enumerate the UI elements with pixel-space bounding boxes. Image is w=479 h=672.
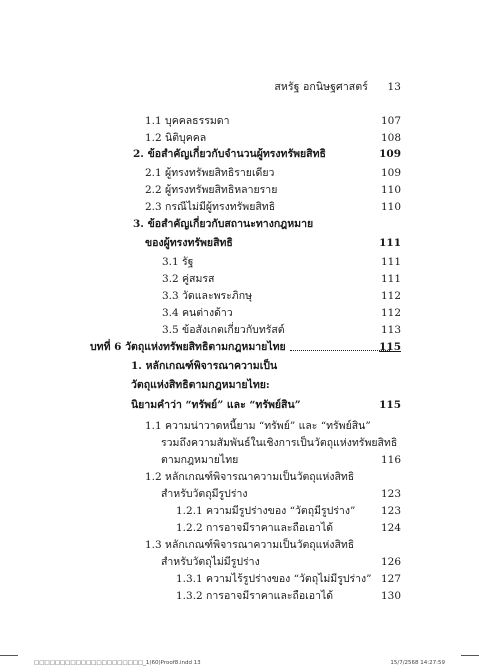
footer-timestamp: 15/7/2568 14:27:59 xyxy=(390,660,445,666)
toc-entry-title: 3.2 คู่สมรส xyxy=(162,273,215,285)
toc-entry-title: 1.2 นิติบุคคล xyxy=(145,132,207,144)
toc-entry-title: 3.4 คนต่างด้าว xyxy=(162,307,233,319)
toc-entry-page: 110 xyxy=(380,201,401,213)
toc-entry-title: 1.3.2 การอาจมีราคาและถือเอาได้ xyxy=(176,590,334,602)
toc-entry-page: 110 xyxy=(380,184,401,196)
footer-file-info: □□□□□□□□□□□□□□□□□□□□□_1(60)Proof8.indd 13 xyxy=(34,660,201,666)
toc-entry-title: บทที่ 6 วัตถุแห่งทรัพยสิทธิตามกฎหมายไทย xyxy=(90,341,286,353)
toc-entry-page: 107 xyxy=(380,115,401,127)
toc-entry-title: รวมถึงความสัมพันธ์ในเชิงการเป็นวัตถุแห่งทรัพยสิทธิ xyxy=(161,437,398,449)
toc-entry-title: 2.1 ผู้ทรงทรัพยสิทธิรายเดียว xyxy=(145,167,275,179)
toc-entry-title: 1.2.1 ความมีรูปร่างของ “วัตถุมีรูปร่าง” xyxy=(176,505,356,517)
toc-entry-page: 127 xyxy=(380,573,401,585)
toc-entry-page: 113 xyxy=(380,324,401,336)
toc-entry-page: 108 xyxy=(380,132,401,144)
header-page-number: 13 xyxy=(387,81,401,93)
toc-entry-page: 124 xyxy=(380,522,401,534)
toc-entry-page: 109 xyxy=(380,167,401,179)
toc-entry-title: 2. ข้อสำคัญเกี่ยวกับจำนวนผู้ทรงทรัพยสิทธิ xyxy=(133,148,326,160)
toc-entry-title: วัตถุแห่งสิทธิตามกฎหมายไทย: xyxy=(131,379,270,391)
toc-entry-page: 123 xyxy=(380,505,401,517)
toc-entry-page: 115 xyxy=(379,399,401,411)
toc-entry-title: 1.1 ความน่าวาดหนี้ยาม “ทรัพย์” และ “ทรัพย์สิน” xyxy=(145,420,371,432)
toc-entry-page: 116 xyxy=(380,454,401,466)
toc-entry-title: นิยามคำว่า “ทรัพย์” และ “ทรัพย์สิน” xyxy=(131,399,301,411)
toc-entry-title: 1.3.1 ความไร้รูปร่างของ “วัตถุไม่มีรูปร่าง” xyxy=(176,573,372,585)
toc-entry-page: 112 xyxy=(380,290,401,302)
toc-entry-title: 1.2.2 การอาจมีราคาและถือเอาได้ xyxy=(176,522,334,534)
toc-entry-title: ของผู้ทรงทรัพยสิทธิ xyxy=(145,237,233,249)
toc-entry-title: 2.3 กรณีไม่มีผู้ทรงทรัพยสิทธิ xyxy=(145,201,276,213)
toc-entry-page: 123 xyxy=(380,488,401,500)
toc-entry-page: 111 xyxy=(380,273,401,285)
toc-entry-title: 1.1 บุคคลธรรมดา xyxy=(145,115,230,127)
toc-entry-title: ตามกฎหมายไทย xyxy=(161,454,239,466)
running-header xyxy=(274,78,401,95)
header-title: สหรัฐ อกนิษฐศาสตร์ xyxy=(274,81,368,93)
toc-entry-title: สำหรับวัตถุมีรูปร่าง xyxy=(161,488,248,500)
toc-entry-title: 3.3 วัดและพระภิกษุ xyxy=(162,290,252,302)
crop-mark xyxy=(0,655,18,656)
crop-mark xyxy=(461,655,479,656)
toc-entry-title: 1.3 หลักเกณฑ์พิจารณาความเป็นวัตถุแห่งสิทธิ xyxy=(145,539,355,551)
toc-entry-title: 3.5 ข้อสังเกตเกี่ยวกับทรัสต์ xyxy=(162,324,285,336)
toc-entry-page: 109 xyxy=(379,148,401,160)
toc-entry-title: 1.2 หลักเกณฑ์พิจารณาความเป็นวัตถุแห่งสิทธิ xyxy=(145,471,355,483)
toc-entry-page: 112 xyxy=(380,307,401,319)
toc-entry-page: 111 xyxy=(379,237,401,249)
toc-entry-title: 3. ข้อสำคัญเกี่ยวกับสถานะทางกฎหมาย xyxy=(133,218,314,230)
toc-entry-title: 3.1 รัฐ xyxy=(162,256,194,268)
toc-entry-page: 130 xyxy=(380,590,401,602)
toc-entry-title: 1. หลักเกณฑ์พิจารณาความเป็น xyxy=(131,360,278,372)
toc-leader-line xyxy=(290,350,390,351)
toc-entry-title: 2.2 ผู้ทรงทรัพยสิทธิหลายราย xyxy=(145,184,278,196)
toc-entry-page: 115 xyxy=(379,341,401,353)
toc-entry-title: สำหรับวัตถุไม่มีรูปร่าง xyxy=(161,556,260,568)
toc-entry-page: 111 xyxy=(380,256,401,268)
toc-entry-page: 126 xyxy=(380,556,401,568)
